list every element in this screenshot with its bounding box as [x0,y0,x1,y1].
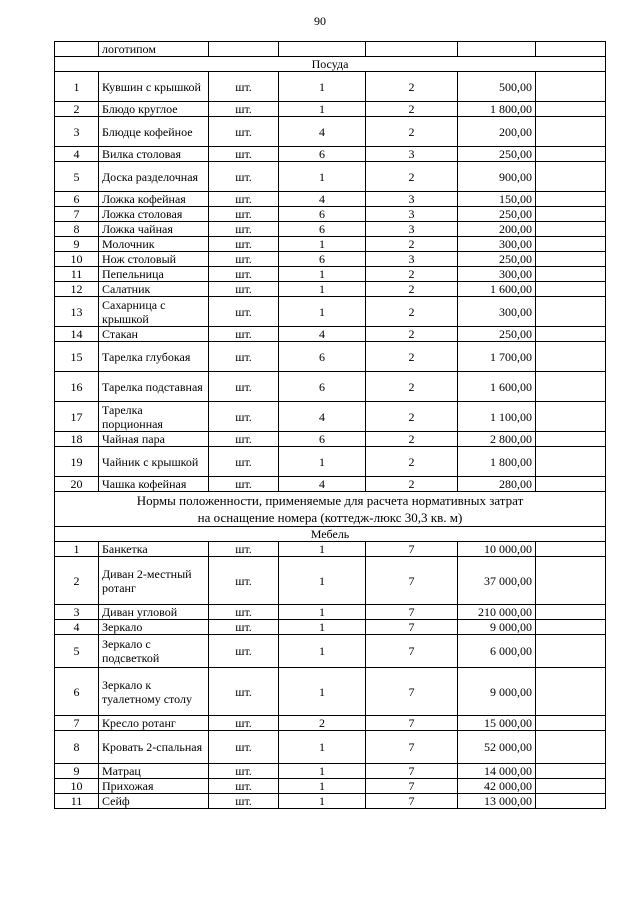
empty-cell [536,282,606,297]
item-unit: шт. [209,342,279,372]
item-price: 150,00 [458,192,536,207]
empty-cell [536,72,606,102]
item-name: Сахарница с крышкой [99,297,209,327]
row-number: 10 [55,779,99,794]
table-row [55,372,606,402]
table-row [55,716,606,731]
row-number: 6 [55,192,99,207]
item-life-years: 3 [366,222,458,237]
empty-cell [55,42,99,57]
item-unit: шт. [209,162,279,192]
item-name: логотипом [99,42,209,57]
caption-line-2: на оснащение номера (коттедж-люкс 30,3 кв. м) [197,510,463,525]
item-quantity: 4 [279,402,366,432]
item-life-years: 2 [366,447,458,477]
table-row [55,252,606,267]
table-row [55,267,606,282]
row-number: 19 [55,447,99,477]
empty-cell [536,237,606,252]
table-row [55,282,606,297]
row-number: 2 [55,557,99,605]
table-row [55,42,606,57]
empty-cell [536,668,606,716]
table-row [55,192,606,207]
empty-cell [536,542,606,557]
empty-cell [536,162,606,192]
item-price: 300,00 [458,297,536,327]
item-life-years: 2 [366,297,458,327]
table-row [55,342,606,372]
item-life-years: 7 [366,557,458,605]
row-number: 9 [55,237,99,252]
item-life-years: 2 [366,162,458,192]
item-quantity: 6 [279,147,366,162]
item-quantity: 6 [279,222,366,237]
item-life-years: 2 [366,432,458,447]
empty-cell [536,192,606,207]
item-unit: шт. [209,372,279,402]
item-life-years: 2 [366,267,458,282]
item-unit: шт. [209,620,279,635]
empty-cell [536,117,606,147]
row-number: 7 [55,207,99,222]
empty-cell [209,42,279,57]
item-life-years: 2 [366,402,458,432]
empty-cell [279,42,366,57]
empty-cell [366,42,458,57]
item-name: Вилка столовая [99,147,209,162]
empty-cell [536,297,606,327]
section-title: Посуда [55,57,606,72]
row-number: 9 [55,764,99,779]
item-unit: шт. [209,207,279,222]
empty-cell [536,372,606,402]
item-price: 210 000,00 [458,605,536,620]
item-name: Диван угловой [99,605,209,620]
item-name: Тарелка порционная [99,402,209,432]
table-row [55,668,606,716]
item-life-years: 3 [366,252,458,267]
item-price: 300,00 [458,267,536,282]
item-name: Чашка кофейная [99,477,209,492]
table-row [55,620,606,635]
item-unit: шт. [209,635,279,668]
item-life-years: 7 [366,668,458,716]
item-life-years: 3 [366,147,458,162]
row-number: 13 [55,297,99,327]
item-unit: шт. [209,794,279,809]
item-unit: шт. [209,222,279,237]
item-unit: шт. [209,192,279,207]
item-unit: шт. [209,102,279,117]
table-row [55,764,606,779]
item-name: Тарелка подставная [99,372,209,402]
row-number: 7 [55,716,99,731]
item-life-years: 2 [366,117,458,147]
item-life-years: 2 [366,477,458,492]
item-quantity: 1 [279,162,366,192]
item-unit: шт. [209,779,279,794]
item-name: Чайная пара [99,432,209,447]
item-life-years: 2 [366,327,458,342]
item-name: Банкетка [99,542,209,557]
item-life-years: 2 [366,237,458,252]
row-number: 10 [55,252,99,267]
section-title: Мебель [55,527,606,542]
table-row [55,447,606,477]
table-row [55,635,606,668]
row-number: 3 [55,117,99,147]
item-life-years: 7 [366,794,458,809]
empty-cell [536,557,606,605]
item-unit: шт. [209,605,279,620]
item-life-years: 7 [366,620,458,635]
empty-cell [536,605,606,620]
empty-cell [536,42,606,57]
row-number: 6 [55,668,99,716]
item-life-years: 7 [366,542,458,557]
item-name: Зеркало [99,620,209,635]
table-row [55,731,606,764]
item-name: Ложка чайная [99,222,209,237]
item-price: 1 600,00 [458,372,536,402]
item-price: 280,00 [458,477,536,492]
item-unit: шт. [209,297,279,327]
item-price: 250,00 [458,327,536,342]
table-row [55,72,606,102]
empty-cell [536,716,606,731]
item-unit: шт. [209,764,279,779]
table-row [55,102,606,117]
item-name: Нож столовый [99,252,209,267]
row-number: 14 [55,327,99,342]
item-unit: шт. [209,267,279,282]
item-price: 1 700,00 [458,342,536,372]
item-quantity: 4 [279,192,366,207]
item-unit: шт. [209,402,279,432]
item-price: 200,00 [458,222,536,237]
item-price: 13 000,00 [458,794,536,809]
item-name: Ложка столовая [99,207,209,222]
item-price: 10 000,00 [458,542,536,557]
item-name: Сейф [99,794,209,809]
row-number: 16 [55,372,99,402]
empty-cell [536,620,606,635]
table-row [55,222,606,237]
item-life-years: 2 [366,342,458,372]
row-number: 11 [55,267,99,282]
item-price: 250,00 [458,207,536,222]
item-quantity: 2 [279,716,366,731]
table-row [55,327,606,342]
item-name: Салатник [99,282,209,297]
empty-cell [536,731,606,764]
item-name: Доска разделочная [99,162,209,192]
item-life-years: 2 [366,102,458,117]
item-price: 2 800,00 [458,432,536,447]
table-row [55,162,606,192]
item-quantity: 6 [279,432,366,447]
item-life-years: 3 [366,207,458,222]
item-life-years: 7 [366,779,458,794]
item-price: 1 800,00 [458,102,536,117]
item-price: 37 000,00 [458,557,536,605]
empty-cell [536,432,606,447]
item-name: Кувшин с крышкой [99,72,209,102]
item-quantity: 4 [279,327,366,342]
item-life-years: 2 [366,282,458,297]
item-quantity: 6 [279,252,366,267]
item-quantity: 1 [279,267,366,282]
item-price: 1 100,00 [458,402,536,432]
table-row [55,402,606,432]
empty-cell [536,764,606,779]
empty-cell [536,327,606,342]
empty-cell [536,222,606,237]
row-number: 8 [55,731,99,764]
item-name: Зеркало к туалетному столу [99,668,209,716]
item-unit: шт. [209,477,279,492]
item-unit: шт. [209,72,279,102]
table-row [55,605,606,620]
item-quantity: 1 [279,668,366,716]
item-unit: шт. [209,147,279,162]
table-row [55,207,606,222]
empty-cell [536,794,606,809]
item-quantity: 1 [279,794,366,809]
row-number: 1 [55,542,99,557]
table-row [55,237,606,252]
item-quantity: 1 [279,542,366,557]
item-unit: шт. [209,716,279,731]
table-row [55,779,606,794]
item-price: 42 000,00 [458,779,536,794]
item-quantity: 4 [279,117,366,147]
item-unit: шт. [209,542,279,557]
item-name: Тарелка глубокая [99,342,209,372]
row-number: 1 [55,72,99,102]
empty-cell [536,147,606,162]
row-number: 15 [55,342,99,372]
item-price: 250,00 [458,147,536,162]
item-name: Чайник с крышкой [99,447,209,477]
table-row [55,794,606,809]
empty-cell [536,267,606,282]
item-quantity: 1 [279,731,366,764]
row-number: 20 [55,477,99,492]
table-row [55,542,606,557]
item-unit: шт. [209,668,279,716]
item-price: 52 000,00 [458,731,536,764]
row-number: 17 [55,402,99,432]
item-name: Молочник [99,237,209,252]
item-name: Пепельница [99,267,209,282]
item-quantity: 1 [279,635,366,668]
empty-cell [536,342,606,372]
empty-cell [536,402,606,432]
item-price: 15 000,00 [458,716,536,731]
item-price: 14 000,00 [458,764,536,779]
item-unit: шт. [209,327,279,342]
row-number: 4 [55,147,99,162]
item-quantity: 6 [279,342,366,372]
empty-cell [458,42,536,57]
item-name: Стакан [99,327,209,342]
item-price: 900,00 [458,162,536,192]
section-header-row [55,527,606,542]
item-life-years: 3 [366,192,458,207]
item-price: 1 800,00 [458,447,536,477]
empty-cell [536,779,606,794]
item-unit: шт. [209,557,279,605]
item-quantity: 1 [279,779,366,794]
item-quantity: 1 [279,72,366,102]
item-price: 250,00 [458,252,536,267]
item-name: Диван 2-местный ротанг [99,557,209,605]
row-number: 11 [55,794,99,809]
row-number: 3 [55,605,99,620]
table-row [55,297,606,327]
row-number: 5 [55,162,99,192]
table-row [55,557,606,605]
item-quantity: 1 [279,297,366,327]
item-quantity: 1 [279,102,366,117]
item-quantity: 1 [279,605,366,620]
row-number: 12 [55,282,99,297]
table-row [55,477,606,492]
row-number: 8 [55,222,99,237]
item-quantity: 1 [279,447,366,477]
row-number: 2 [55,102,99,117]
row-number: 18 [55,432,99,447]
item-quantity: 6 [279,207,366,222]
item-unit: шт. [209,252,279,267]
empty-cell [536,447,606,477]
empty-cell [536,477,606,492]
item-name: Зеркало с подсветкой [99,635,209,668]
caption-line-1: Нормы положенности, применяемые для расчета нормативных затрат [136,493,524,508]
table-row [55,117,606,147]
item-quantity: 1 [279,282,366,297]
item-unit: шт. [209,117,279,147]
empty-cell [536,252,606,267]
item-name: Кровать 2-спальная [99,731,209,764]
table-row [55,432,606,447]
item-price: 1 600,00 [458,282,536,297]
item-name: Ложка кофейная [99,192,209,207]
item-price: 500,00 [458,72,536,102]
item-life-years: 2 [366,372,458,402]
item-price: 300,00 [458,237,536,252]
table-caption [55,492,606,527]
item-name: Блюдце кофейное [99,117,209,147]
item-life-years: 7 [366,716,458,731]
norms-table [54,41,606,809]
item-quantity: 1 [279,620,366,635]
page-number: 90 [314,14,326,28]
row-number: 4 [55,620,99,635]
item-quantity: 1 [279,237,366,252]
item-price: 6 000,00 [458,635,536,668]
item-unit: шт. [209,432,279,447]
item-unit: шт. [209,282,279,297]
empty-cell [536,102,606,117]
item-unit: шт. [209,447,279,477]
item-quantity: 6 [279,372,366,402]
item-name: Матрац [99,764,209,779]
item-quantity: 4 [279,477,366,492]
item-unit: шт. [209,731,279,764]
item-price: 9 000,00 [458,620,536,635]
item-life-years: 7 [366,764,458,779]
item-name: Кресло ротанг [99,716,209,731]
row-number: 5 [55,635,99,668]
item-name: Блюдо круглое [99,102,209,117]
item-life-years: 2 [366,72,458,102]
section-header-row [55,57,606,72]
table-row [55,147,606,162]
item-quantity: 1 [279,557,366,605]
empty-cell [536,635,606,668]
item-unit: шт. [209,237,279,252]
item-price: 200,00 [458,117,536,147]
item-life-years: 7 [366,635,458,668]
empty-cell [536,207,606,222]
item-price: 9 000,00 [458,668,536,716]
item-life-years: 7 [366,605,458,620]
item-quantity: 1 [279,764,366,779]
item-life-years: 7 [366,731,458,764]
caption-row [55,492,606,527]
item-name: Прихожая [99,779,209,794]
